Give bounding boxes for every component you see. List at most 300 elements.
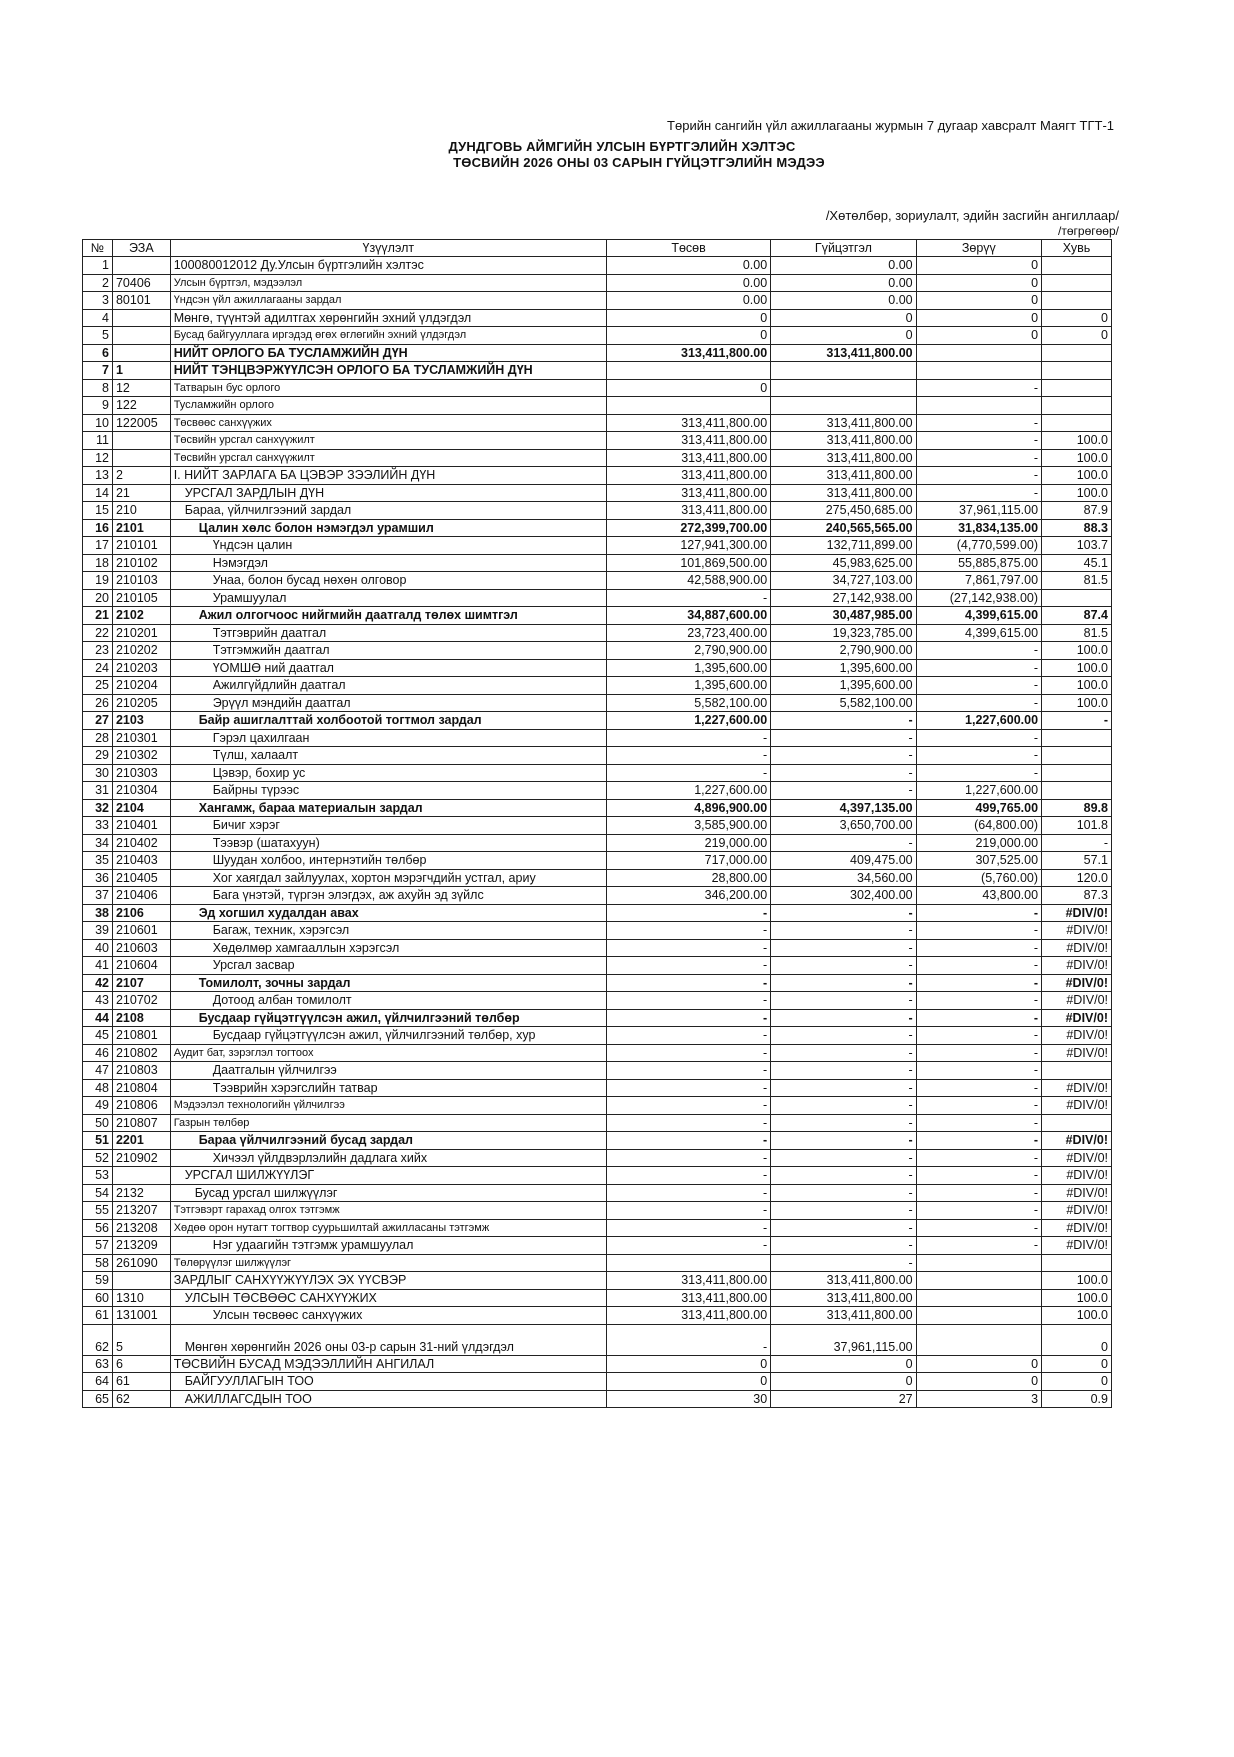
- row-description: Шуудан холбоо, интернэтийн төлбөр: [170, 852, 606, 870]
- row-difference: (5,760.00): [916, 869, 1041, 887]
- row-percent: #DIV/0!: [1042, 1044, 1112, 1062]
- row-percent: 100.0: [1042, 1289, 1112, 1307]
- row-performance: -: [771, 1044, 916, 1062]
- row-description: Аудит бат, зэрэглэл тогтоох: [170, 1044, 606, 1062]
- row-number: 9: [83, 397, 113, 415]
- row-number: 56: [83, 1219, 113, 1237]
- row-description: 100080012012 Ду.Улсын бүртгэлийн хэлтэс: [170, 257, 606, 275]
- row-budget: 28,800.00: [606, 869, 770, 887]
- row-number: 10: [83, 414, 113, 432]
- row-performance: -: [771, 992, 916, 1010]
- row-description: Байрны түрээс: [170, 782, 606, 800]
- row-description: Хангамж, бараа материалын зардал: [170, 799, 606, 817]
- row-code: 2104: [112, 799, 170, 817]
- row-budget: 717,000.00: [606, 852, 770, 870]
- row-performance: -: [771, 939, 916, 957]
- row-code: 122005: [112, 414, 170, 432]
- currency-note: /төгрөгөөр/: [1058, 224, 1119, 238]
- row-performance: 313,411,800.00: [771, 1272, 916, 1290]
- row-performance: 313,411,800.00: [771, 484, 916, 502]
- table-row: [83, 1373, 1112, 1391]
- row-difference: [916, 1289, 1041, 1307]
- row-description: Түлш, халаалт: [170, 747, 606, 765]
- row-difference: -: [916, 957, 1041, 975]
- row-budget: 34,887,600.00: [606, 607, 770, 625]
- row-code: [112, 449, 170, 467]
- row-number: 46: [83, 1044, 113, 1062]
- table-row: [83, 712, 1112, 730]
- table-row: [83, 782, 1112, 800]
- row-description: Тэтгэмжийн даатгал: [170, 642, 606, 660]
- row-description: Томилолт, зочны зардал: [170, 974, 606, 992]
- row-code: 2108: [112, 1009, 170, 1027]
- table-row: [83, 957, 1112, 975]
- row-performance: [771, 379, 916, 397]
- row-budget: 313,411,800.00: [606, 432, 770, 450]
- row-difference: 0: [916, 327, 1041, 345]
- row-code: 21: [112, 484, 170, 502]
- row-description: Бусад байгууллага иргэдэд өгөх өглөгийн эхний үлдэгдэл: [170, 327, 606, 345]
- row-difference: [916, 344, 1041, 362]
- row-description: Цэвэр, бохир ус: [170, 764, 606, 782]
- row-performance: 132,711,899.00: [771, 537, 916, 555]
- table-row: [83, 519, 1112, 537]
- row-code: [112, 309, 170, 327]
- table-row: [83, 1307, 1112, 1325]
- col-header-percent: Хувь: [1042, 240, 1112, 257]
- row-difference: -: [916, 659, 1041, 677]
- row-performance: 313,411,800.00: [771, 467, 916, 485]
- row-budget: 1,395,600.00: [606, 659, 770, 677]
- row-percent: #DIV/0!: [1042, 957, 1112, 975]
- row-number: 44: [83, 1009, 113, 1027]
- row-percent: [1042, 344, 1112, 362]
- table-row: [83, 1324, 1112, 1355]
- row-code: 61: [112, 1373, 170, 1391]
- row-performance: -: [771, 904, 916, 922]
- row-performance: 34,727,103.00: [771, 572, 916, 590]
- row-budget: 101,869,500.00: [606, 554, 770, 572]
- report-table: [82, 239, 1112, 1408]
- row-code: 210303: [112, 764, 170, 782]
- row-description: Мөнгө, түүнтэй адилтгах хөрөнгийн эхний үлдэгдэл: [170, 309, 606, 327]
- row-difference: 0: [916, 257, 1041, 275]
- row-number: 13: [83, 467, 113, 485]
- row-percent: #DIV/0!: [1042, 1132, 1112, 1150]
- row-difference: [916, 1272, 1041, 1290]
- row-percent: 100.0: [1042, 467, 1112, 485]
- row-code: 210403: [112, 852, 170, 870]
- table-row: [83, 414, 1112, 432]
- row-code: 210204: [112, 677, 170, 695]
- row-performance: 240,565,565.00: [771, 519, 916, 537]
- row-description: Ажилгүйдлийн даатгал: [170, 677, 606, 695]
- row-performance: -: [771, 974, 916, 992]
- row-difference: -: [916, 1202, 1041, 1220]
- table-row: [83, 362, 1112, 380]
- row-budget: -: [606, 1324, 770, 1355]
- row-percent: 81.5: [1042, 624, 1112, 642]
- row-number: 54: [83, 1184, 113, 1202]
- row-description: Татварын бус орлого: [170, 379, 606, 397]
- row-code: 210101: [112, 537, 170, 555]
- row-difference: (64,800.00): [916, 817, 1041, 835]
- table-row: [83, 764, 1112, 782]
- row-percent: [1042, 729, 1112, 747]
- row-budget: 2,790,900.00: [606, 642, 770, 660]
- table-row: [83, 642, 1112, 660]
- row-performance: -: [771, 1114, 916, 1132]
- row-budget: 1,395,600.00: [606, 677, 770, 695]
- table-body: [83, 257, 1112, 1408]
- table-row: [83, 257, 1112, 275]
- table-row: [83, 607, 1112, 625]
- row-budget: 0.00: [606, 292, 770, 310]
- row-percent: 100.0: [1042, 432, 1112, 450]
- table-row: [83, 852, 1112, 870]
- row-number: 5: [83, 327, 113, 345]
- table-row: [83, 379, 1112, 397]
- row-description: Улсын төсвөөс санхүүжих: [170, 1307, 606, 1325]
- row-description: Унаа, болон бусад нөхөн олговор: [170, 572, 606, 590]
- row-performance: -: [771, 764, 916, 782]
- row-performance: 2,790,900.00: [771, 642, 916, 660]
- row-budget: [606, 397, 770, 415]
- row-budget: -: [606, 1219, 770, 1237]
- row-number: 32: [83, 799, 113, 817]
- row-percent: #DIV/0!: [1042, 1097, 1112, 1115]
- row-performance: -: [771, 1202, 916, 1220]
- row-difference: -: [916, 1237, 1041, 1255]
- row-difference: 7,861,797.00: [916, 572, 1041, 590]
- row-budget: -: [606, 589, 770, 607]
- row-code: 210406: [112, 887, 170, 905]
- row-number: 22: [83, 624, 113, 642]
- row-performance: 30,487,985.00: [771, 607, 916, 625]
- table-row: [83, 624, 1112, 642]
- table-row: [83, 344, 1112, 362]
- row-budget: 0: [606, 379, 770, 397]
- row-percent: [1042, 257, 1112, 275]
- row-performance: 313,411,800.00: [771, 344, 916, 362]
- row-code: 2107: [112, 974, 170, 992]
- row-number: 60: [83, 1289, 113, 1307]
- row-percent: 81.5: [1042, 572, 1112, 590]
- row-code: 210702: [112, 992, 170, 1010]
- row-percent: 120.0: [1042, 869, 1112, 887]
- row-budget: -: [606, 1167, 770, 1185]
- row-budget: -: [606, 939, 770, 957]
- row-code: 210202: [112, 642, 170, 660]
- row-description: Бичиг хэрэг: [170, 817, 606, 835]
- row-description: Нэмэгдэл: [170, 554, 606, 572]
- row-difference: -: [916, 939, 1041, 957]
- row-description: Бусдаар гүйцэтгүүлсэн ажил, үйлчилгээний төлбөр, хур: [170, 1027, 606, 1045]
- row-difference: -: [916, 1079, 1041, 1097]
- row-performance: 313,411,800.00: [771, 1307, 916, 1325]
- row-description: Урамшуулал: [170, 589, 606, 607]
- col-header-code: ЭЗА: [112, 240, 170, 257]
- row-budget: -: [606, 1114, 770, 1132]
- row-description: Хог хаягдал зайлуулах, хортон мэрэгчдийн устгал, ариу: [170, 869, 606, 887]
- row-difference: -: [916, 1114, 1041, 1132]
- table-row: [83, 747, 1112, 765]
- row-description: Бараа үйлчилгээний бусад зардал: [170, 1132, 606, 1150]
- row-percent: [1042, 397, 1112, 415]
- row-performance: 0.00: [771, 257, 916, 275]
- row-code: 2: [112, 467, 170, 485]
- row-budget: 5,582,100.00: [606, 694, 770, 712]
- row-percent: [1042, 589, 1112, 607]
- row-code: 210804: [112, 1079, 170, 1097]
- row-budget: 313,411,800.00: [606, 484, 770, 502]
- table-row: [83, 1202, 1112, 1220]
- table-row: [83, 1044, 1112, 1062]
- row-performance: 0: [771, 1373, 916, 1391]
- row-code: [112, 257, 170, 275]
- row-performance: -: [771, 712, 916, 730]
- row-budget: -: [606, 747, 770, 765]
- table-row: [83, 694, 1112, 712]
- row-budget: 3,585,900.00: [606, 817, 770, 835]
- row-description: Тэтгэврийн даатгал: [170, 624, 606, 642]
- row-description: ТӨСВИЙН БУСАД МЭДЭЭЛЛИЙН АНГИЛАЛ: [170, 1355, 606, 1373]
- row-number: 51: [83, 1132, 113, 1150]
- row-code: [112, 327, 170, 345]
- row-difference: 219,000.00: [916, 834, 1041, 852]
- row-budget: 0.00: [606, 257, 770, 275]
- row-code: 261090: [112, 1254, 170, 1272]
- row-percent: [1042, 414, 1112, 432]
- row-performance: 37,961,115.00: [771, 1324, 916, 1355]
- row-difference: 1,227,600.00: [916, 782, 1041, 800]
- row-percent: #DIV/0!: [1042, 1149, 1112, 1167]
- row-budget: 313,411,800.00: [606, 344, 770, 362]
- row-difference: -: [916, 974, 1041, 992]
- row-percent: 100.0: [1042, 677, 1112, 695]
- row-difference: (27,142,938.00): [916, 589, 1041, 607]
- row-difference: -: [916, 1009, 1041, 1027]
- row-difference: [916, 1324, 1041, 1355]
- row-budget: -: [606, 1097, 770, 1115]
- row-number: 8: [83, 379, 113, 397]
- row-performance: -: [771, 747, 916, 765]
- row-percent: [1042, 274, 1112, 292]
- row-budget: 42,588,900.00: [606, 572, 770, 590]
- table-row: [83, 729, 1112, 747]
- table-row: [83, 432, 1112, 450]
- row-number: 48: [83, 1079, 113, 1097]
- row-percent: 103.7: [1042, 537, 1112, 555]
- row-performance: 313,411,800.00: [771, 414, 916, 432]
- row-difference: [916, 1307, 1041, 1325]
- table-row: [83, 1149, 1112, 1167]
- row-budget: 313,411,800.00: [606, 502, 770, 520]
- row-number: 52: [83, 1149, 113, 1167]
- row-budget: 313,411,800.00: [606, 1289, 770, 1307]
- row-budget: -: [606, 1062, 770, 1080]
- row-performance: -: [771, 922, 916, 940]
- row-description: НИЙТ ТЭНЦВЭРЖҮҮЛСЭН ОРЛОГО БА ТУСЛАМЖИЙН ДҮН: [170, 362, 606, 380]
- row-description: Дотоод албан томилолт: [170, 992, 606, 1010]
- row-budget: [606, 1254, 770, 1272]
- row-number: 50: [83, 1114, 113, 1132]
- row-percent: 57.1: [1042, 852, 1112, 870]
- table-row: [83, 1272, 1112, 1290]
- table-row: [83, 292, 1112, 310]
- row-percent: 0: [1042, 309, 1112, 327]
- row-number: 57: [83, 1237, 113, 1255]
- row-code: 210601: [112, 922, 170, 940]
- row-code: 210405: [112, 869, 170, 887]
- table-row: [83, 659, 1112, 677]
- row-budget: -: [606, 1202, 770, 1220]
- row-difference: -: [916, 1062, 1041, 1080]
- row-description: Байр ашиглалттай холбоотой тогтмол зардал: [170, 712, 606, 730]
- row-percent: [1042, 1062, 1112, 1080]
- table-row: [83, 677, 1112, 695]
- row-difference: 0: [916, 1355, 1041, 1373]
- row-percent: #DIV/0!: [1042, 1009, 1112, 1027]
- row-difference: -: [916, 677, 1041, 695]
- row-percent: 0: [1042, 1373, 1112, 1391]
- row-number: 33: [83, 817, 113, 835]
- row-difference: 31,834,135.00: [916, 519, 1041, 537]
- row-percent: #DIV/0!: [1042, 1079, 1112, 1097]
- row-performance: -: [771, 1149, 916, 1167]
- row-number: 21: [83, 607, 113, 625]
- row-number: 55: [83, 1202, 113, 1220]
- row-code: 210205: [112, 694, 170, 712]
- row-performance: 27,142,938.00: [771, 589, 916, 607]
- row-description: Хөдөө орон нутагт тогтвор суурьшилтай ажилласаны тэтгэмж: [170, 1219, 606, 1237]
- row-budget: 4,896,900.00: [606, 799, 770, 817]
- row-budget: -: [606, 1237, 770, 1255]
- row-percent: #DIV/0!: [1042, 992, 1112, 1010]
- row-number: 59: [83, 1272, 113, 1290]
- row-number: 45: [83, 1027, 113, 1045]
- row-difference: (4,770,599.00): [916, 537, 1041, 555]
- row-percent: #DIV/0!: [1042, 939, 1112, 957]
- row-description: Тээврийн хэрэгслийн татвар: [170, 1079, 606, 1097]
- row-number: 11: [83, 432, 113, 450]
- row-difference: -: [916, 432, 1041, 450]
- row-description: Мэдээлэл технологийн үйлчилгээ: [170, 1097, 606, 1115]
- row-difference: -: [916, 1184, 1041, 1202]
- row-performance: -: [771, 1254, 916, 1272]
- row-code: 210301: [112, 729, 170, 747]
- row-number: 17: [83, 537, 113, 555]
- row-percent: #DIV/0!: [1042, 974, 1112, 992]
- row-percent: 87.3: [1042, 887, 1112, 905]
- row-code: [112, 344, 170, 362]
- row-code: 210902: [112, 1149, 170, 1167]
- row-number: 19: [83, 572, 113, 590]
- row-code: 210803: [112, 1062, 170, 1080]
- row-number: 3: [83, 292, 113, 310]
- row-performance: -: [771, 1027, 916, 1045]
- row-description: Бага үнэтэй, түргэн элэгдэх, аж ахуйн эд зүйлс: [170, 887, 606, 905]
- row-budget: -: [606, 1079, 770, 1097]
- table-row: [83, 327, 1112, 345]
- row-difference: -: [916, 1219, 1041, 1237]
- row-percent: 100.0: [1042, 642, 1112, 660]
- row-performance: -: [771, 729, 916, 747]
- row-code: 210802: [112, 1044, 170, 1062]
- row-description: Төсвийн урсгал санхүүжилт: [170, 449, 606, 467]
- row-budget: -: [606, 922, 770, 940]
- row-difference: 43,800.00: [916, 887, 1041, 905]
- row-code: 1: [112, 362, 170, 380]
- row-description: I. НИЙТ ЗАРЛАГА БА ЦЭВЭР ЗЭЭЛИЙН ДҮН: [170, 467, 606, 485]
- row-description: Мөнгөн хөрөнгийн 2026 оны 03-р сарын 31-ний үлдэгдэл: [170, 1324, 606, 1355]
- row-difference: -: [916, 992, 1041, 1010]
- row-performance: 409,475.00: [771, 852, 916, 870]
- row-budget: 0: [606, 309, 770, 327]
- row-number: 42: [83, 974, 113, 992]
- row-difference: -: [916, 642, 1041, 660]
- row-code: 210105: [112, 589, 170, 607]
- row-code: 1310: [112, 1289, 170, 1307]
- row-difference: 55,885,875.00: [916, 554, 1041, 572]
- row-percent: [1042, 764, 1112, 782]
- row-description: Ажил олгогчоос нийгмийн даатгалд төлөх шимтгэл: [170, 607, 606, 625]
- row-performance: 0: [771, 309, 916, 327]
- row-difference: 0: [916, 309, 1041, 327]
- row-performance: 313,411,800.00: [771, 1289, 916, 1307]
- row-percent: [1042, 1114, 1112, 1132]
- row-difference: -: [916, 1027, 1041, 1045]
- row-code: 2103: [112, 712, 170, 730]
- row-number: 12: [83, 449, 113, 467]
- row-code: 2106: [112, 904, 170, 922]
- row-number: 28: [83, 729, 113, 747]
- row-number: 62: [83, 1324, 113, 1355]
- table-row: [83, 1114, 1112, 1132]
- table-row: [83, 397, 1112, 415]
- row-performance: 302,400.00: [771, 887, 916, 905]
- row-performance: 45,983,625.00: [771, 554, 916, 572]
- row-description: Бараа, үйлчилгээний зардал: [170, 502, 606, 520]
- row-code: 80101: [112, 292, 170, 310]
- table-row: [83, 887, 1112, 905]
- row-budget: 313,411,800.00: [606, 414, 770, 432]
- row-number: 16: [83, 519, 113, 537]
- row-budget: -: [606, 1009, 770, 1027]
- row-number: 20: [83, 589, 113, 607]
- row-budget: -: [606, 1044, 770, 1062]
- row-difference: -: [916, 1149, 1041, 1167]
- row-code: 2201: [112, 1132, 170, 1150]
- report-title-period: ТӨСВИЙН 2026 ОНЫ 03 САРЫН ГҮЙЦЭТГЭЛИЙН МЭДЭЭ: [453, 155, 825, 170]
- row-budget: [606, 362, 770, 380]
- row-percent: 0.9: [1042, 1390, 1112, 1408]
- row-difference: -: [916, 922, 1041, 940]
- table-row: [83, 1027, 1112, 1045]
- row-budget: 0: [606, 1373, 770, 1391]
- row-percent: 89.8: [1042, 799, 1112, 817]
- row-budget: -: [606, 992, 770, 1010]
- col-header-indicator: Үзүүлэлт: [170, 240, 606, 257]
- row-difference: -: [916, 904, 1041, 922]
- row-budget: 313,411,800.00: [606, 1307, 770, 1325]
- row-difference: -: [916, 1132, 1041, 1150]
- row-number: 36: [83, 869, 113, 887]
- row-code: 210302: [112, 747, 170, 765]
- row-number: 14: [83, 484, 113, 502]
- row-number: 4: [83, 309, 113, 327]
- row-difference: -: [916, 467, 1041, 485]
